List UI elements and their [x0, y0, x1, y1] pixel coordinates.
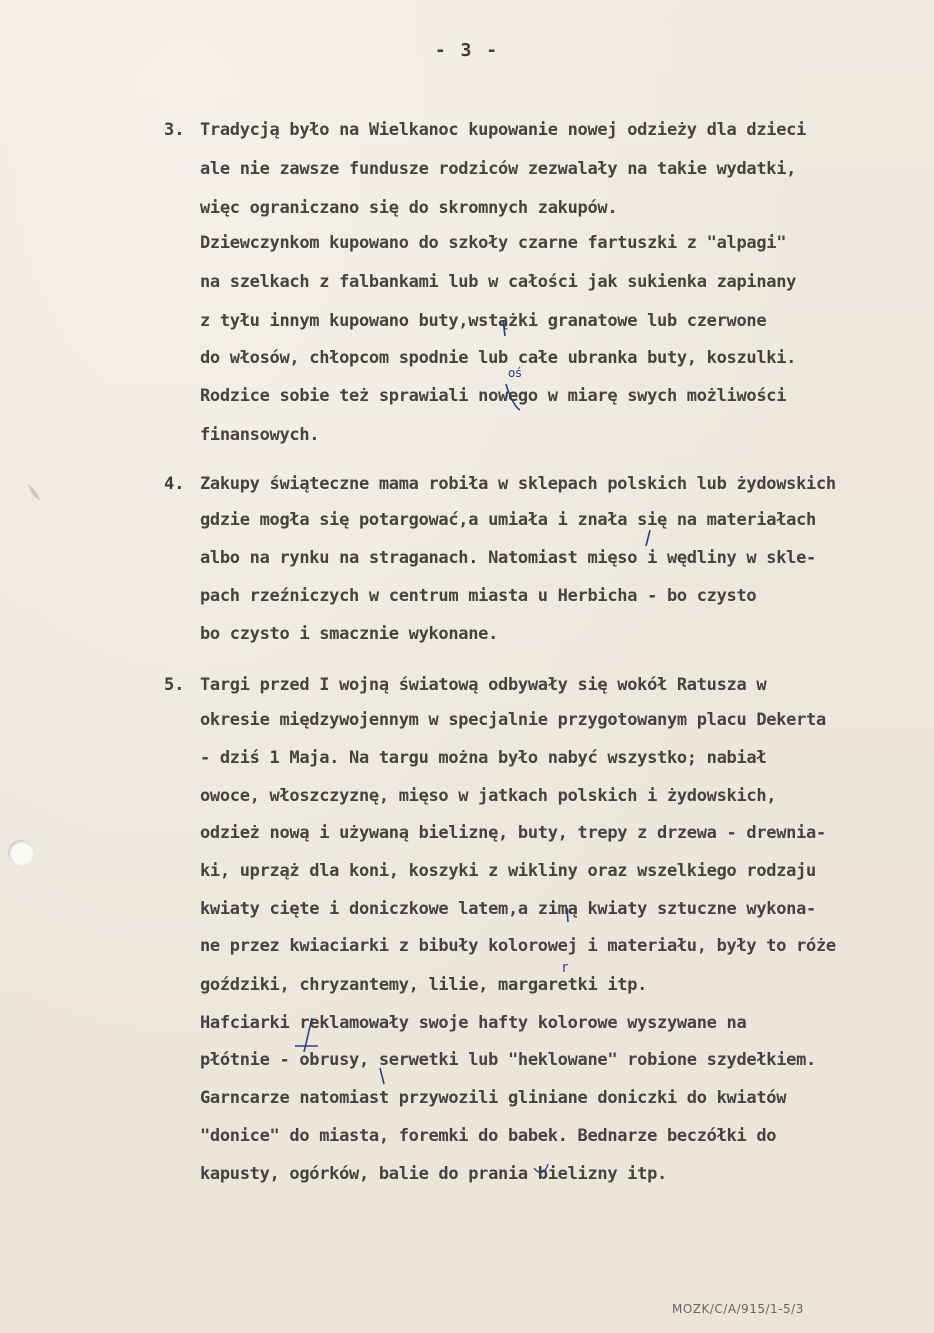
text-line: odzież nową i używaną bieliznę, buty, trepy z drzewa - drewnia- [200, 823, 826, 843]
text-line: Hafciarki reklamowały swoje hafty kolorowe wyszywane na [200, 1013, 747, 1033]
text-line: Dziewczynkom kupowano do szkoły czarne fartuszki z "alpagi" [200, 233, 787, 253]
text-line: kwiaty cięte i doniczkowe latem,a zimą kwiaty sztuczne wykona- [200, 899, 816, 919]
text-line: do włosów, chłopcom spodnie lub całe ubranka buty, koszulki. [200, 348, 797, 368]
text-line: Tradycją było na Wielkanoc kupowanie nowej odzieży dla dzieci [200, 120, 807, 140]
text-line: finansowych. [200, 425, 320, 445]
text-line: ale nie zawsze fundusze rodziców zezwalały na takie wydatki, [200, 159, 797, 179]
paper-tear-mark [26, 482, 42, 502]
item-number-5: 5. [164, 675, 185, 695]
text-line: więc ograniczano się do skromnych zakupów. [200, 198, 618, 218]
item-number-4: 4. [164, 474, 185, 494]
text-line: - dziś 1 Maja. Na targu można było nabyć wszystko; nabiał [200, 748, 767, 768]
text-line: Garncarze natomiast przywozili gliniane doniczki do kwiatów [200, 1088, 787, 1108]
text-line: pach rzeźniczych w centrum miasta u Herbicha - bo czysto [200, 586, 757, 606]
text-line: ki, uprząż dla koni, koszyki z wikliny oraz wszelkiego rodzaju [200, 861, 816, 881]
text-line: na szelkach z falbankami lub w całości jak sukienka zapinany [200, 272, 797, 292]
text-line: kapusty, ogórków, balie do prania bielizny itp. [200, 1164, 667, 1184]
handwritten-insertion: oś [508, 366, 522, 380]
text-line: płótnie - obrusy, serwetki lub "heklowane" robione szydełkiem. [200, 1050, 816, 1070]
text-line: Zakupy świąteczne mama robiła w sklepach polskich lub żydowskich [200, 474, 836, 494]
text-line: goździki, chryzantemy, lilie, margaretki itp. [200, 975, 648, 995]
handwritten-insertion: r [562, 960, 568, 976]
text-line: z tyłu innym kupowano buty,wstążki granatowe lub czerwone [200, 311, 767, 331]
text-line: Rodzice sobie też sprawiali nowego w miarę swych możliwości [200, 386, 787, 406]
text-line: Targi przed I wojną światową odbywały się wokół Ratusza w [200, 675, 767, 695]
text-line: owoce, włoszczyznę, mięso w jatkach polskich i żydowskich, [200, 786, 777, 806]
punch-hole [8, 840, 34, 866]
page-number: - 3 - [434, 40, 500, 61]
text-line: albo na rynku na straganach. Natomiast mięso i wędliny w skle- [200, 548, 816, 568]
text-line: gdzie mogła się potargować,a umiała i znała się na materiałach [200, 510, 816, 530]
archive-signature: MOZK/C/A/915/1-5/3 [672, 1302, 804, 1316]
item-number-3: 3. [164, 120, 185, 140]
text-line: "donice" do miasta, foremki do babek. Bednarze beczółki do [200, 1126, 777, 1146]
text-line: bo czysto i smacznie wykonane. [200, 624, 499, 644]
text-line: ne przez kwiaciarki z bibuły kolorowej i materiału, były to róże [200, 936, 836, 956]
text-line: okresie międzywojennym w specjalnie przygotowanym placu Dekerta [200, 710, 826, 730]
